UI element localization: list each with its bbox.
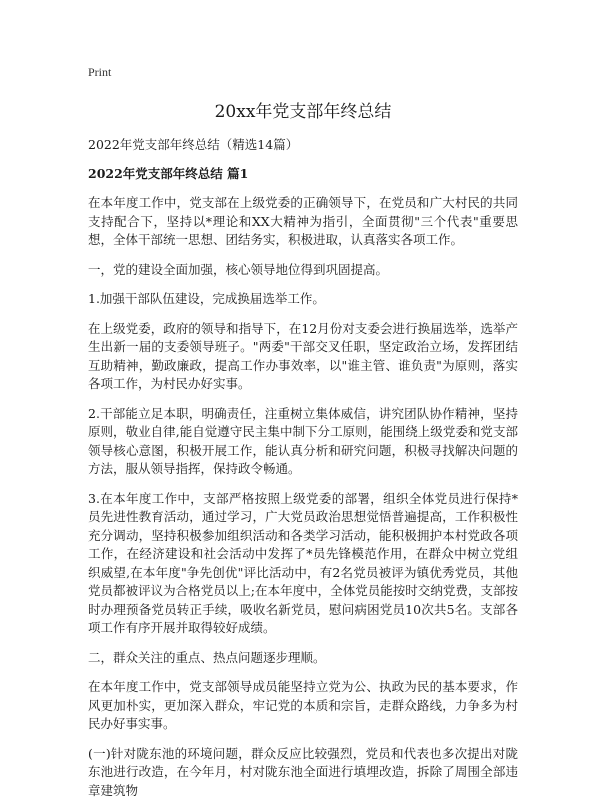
paragraph-intro: 在本年度工作中，党支部在上级党委的正确领导下，在党员和广大村民的共同支持配合下，坚持以*理论和XX大精神为指引，全面贯彻"三个代表"重要思想，全体干部统一思想、团结务实，积极进取，认真落实各项工作。 bbox=[88, 194, 518, 250]
document-page bbox=[88, 64, 518, 800]
paragraph-heading-public-issues: 二，群众关注的重点、热点问题逐步理顺。 bbox=[88, 649, 518, 668]
paragraph-item-3: 3.在本年度工作中，支部严格按照上级党委的部署，组织全体党员进行保持*员先进性教育活动，通过学习，广大党员政治思想觉悟普遍提高，工作积极性充分调动，坚持积极参加组织活动和各类学习活动，能积极拥护本村党政各项工作，在经济建设和社会活动中发挥了*员先锋模范作用，在群众中树立党组织威望,在本年度"争先创优"评比活动中，有2名党员被评为镇优秀党员，其他党员都被评议为合格党员以上;在本年度中，全体党员能按时交纳党费，支部按时办理预备党员转正手续，吸收名新党员，慰问病困党员10次共5名。支部各项工作有序开展并取得较好成绩。 bbox=[88, 490, 518, 638]
paragraph-item-2: 2.干部能立足本职，明确责任，注重树立集体威信，讲究团队协作精神，坚持原则，敬业自律,能自觉遵守民主集中制下分工原则，能围绕上级党委和党支部领导核心意图，积极开展工作，能认真分析和研究问题，积极寻找解决问题的方法，服从领导指挥，保持政令畅通。 bbox=[88, 405, 518, 479]
print-label: Print bbox=[88, 64, 518, 80]
paragraph-public-service: 在本年度工作中，党支部领导成员能坚持立党为公、执政为民的基本要求，作风更加朴实，更加深入群众，牢记党的本质和宗旨，走群众路线，力争多为村民办好事实事。 bbox=[88, 678, 518, 734]
document-subtitle: 2022年党支部年终总结（精选14篇） bbox=[88, 136, 518, 154]
paragraph-heading-party-building: 一，党的建设全面加强，核心领导地位得到巩固提高。 bbox=[88, 261, 518, 280]
document-title: 20xx年党支部年终总结 bbox=[88, 100, 518, 124]
paragraph-environment: (一)针对陇东池的环境问题，群众反应比较强烈，党员和代表也多次提出对陇东池进行改造，在今年月，村对陇东池全面进行填埋改造，拆除了周围全部违章建筑物 bbox=[88, 745, 518, 800]
section-heading: 2022年党支部年终总结 篇1 bbox=[88, 165, 518, 183]
paragraph-election: 在上级党委，政府的领导和指导下，在12月份对支委会进行换届选举，选举产生出新一届的支委领导班子。"两委"干部交叉任职，坚定政治立场，发挥团结互助精神，勤政廉政，提高工作办事效率，以"谁主管、谁负责"为原则，落实各项工作，为村民办好实事。 bbox=[88, 320, 518, 394]
paragraph-item-1-heading: 1.加强干部队伍建设，完成换届选举工作。 bbox=[88, 290, 518, 309]
